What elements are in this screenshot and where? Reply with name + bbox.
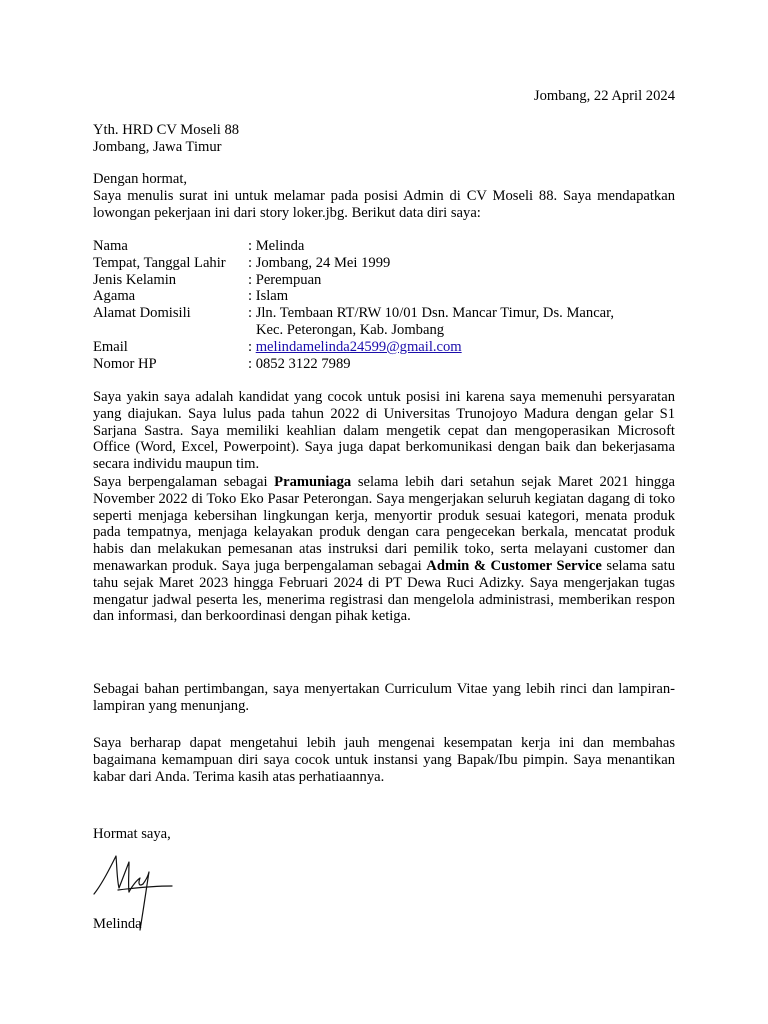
attachment-paragraph: Sebagai bahan pertimbangan, saya menyertakan Curriculum Vitae yang lebih rinci dan lampiran-lampiran yang menunjang. [93,681,675,714]
field-value-email [248,339,675,356]
field-label-religion: Agama [93,288,136,305]
experience-text-2: selama lebih dari setahun sejak Maret 2021 hingga November 2022 di Toko Eko Pasar Peterongan. Saya mengerjakan seluruh kegiatan dagang di toko seperti menjaga kebersihan lingkungan kerja, menyortir produk sesuai kategori, menata produk pada tempatnya, menjaga kelayakan produk dengan cara pengecekan berkala, mencatat produk habis dan melakukan pemesanan atas instruksi dari pemilik toko, serta melayani customer dan menawarkan produk. Saya juga berpengalaman sebagai [93,474,675,574]
experience-text-3: selama satu tahu sejak Maret 2023 hingga Februari 2024 di PT Dewa Ruci Adizky. Saya mengerjakan tugas mengatur jadwal peserta les, menerima registrasi dan mengelola administrasi, memberikan respon dan informasi, dan berkoordinasi dengan pihak ketiga. [93,557,675,625]
attachment-paragraph-block [93,681,675,715]
field-row-birth [93,255,675,272]
field-row-phone [93,356,675,373]
address-line-2: Kec. Peterongan, Kab. Jombang [256,321,445,338]
recipient-block [93,122,675,156]
address-line-1: : Jln. Tembaan RT/RW 10/01 Dsn. Mancar Timur, Ds. Mancar, [248,305,615,322]
intro-paragraph: Saya menulis surat ini untuk melamar pada posisi Admin di CV Moseli 88. Saya mendapatkan lowongan pekerjaan ini dari story loker.jbg. Berikut data diri saya: [93,187,675,221]
opening-block [93,171,675,221]
email-link[interactable]: melindamelinda24599@gmail.com [255,338,462,355]
experience-paragraph-block [93,474,675,625]
field-value-religion: : Islam [248,288,289,305]
field-row-email [93,339,675,356]
experience-paragraph [93,474,675,625]
closing-paragraph-block [93,735,675,785]
field-row-name [93,238,675,255]
field-value-gender: : Perempuan [248,271,322,288]
personal-data-list [93,238,675,372]
job-title-admin: Admin & Customer Service [426,557,602,574]
closing-paragraph: Saya berharap dapat mengetahui lebih jauh mengenai kesempatan kerja ini dan membahas bagaimana kemampuan diri saya cocok untuk instansi yang Bapak/Ibu pimpin. Saya menantikan kabar dari Anda. Terima kasih atas perhatiaannya. [93,735,675,785]
greeting: Dengan hormat, [93,171,188,187]
field-value-address [248,305,675,339]
field-row-religion [93,288,675,305]
recipient-line-1: Yth. HRD CV Moseli 88 [93,122,240,138]
recipient-line-2: Jombang, Jawa Timur [93,138,222,155]
letter-date: Jombang, 22 April 2024 [533,88,675,104]
job-title-pramuniaga: Pramuniaga [274,474,352,490]
sender-name: Melinda [93,916,142,932]
qualification-paragraph-block [93,389,675,473]
email-colon: : [248,338,256,355]
field-label-name: Nama [93,238,128,254]
experience-text-1: Saya berpengalaman sebagai [93,474,275,490]
field-value-birth: : Jombang, 24 Mei 1999 [248,254,391,271]
field-label-address: Alamat Domisili [93,305,191,322]
field-label-email: Email [93,338,128,355]
closing-salutation: Hormat saya, [93,826,171,842]
field-label-birth: Tempat, Tanggal Lahir [93,254,226,271]
field-value-phone: : 0852 3122 7989 [248,355,351,372]
field-row-address [93,305,675,339]
field-row-gender [93,272,675,289]
field-value-name: : Melinda [248,238,305,254]
qualification-paragraph: Saya yakin saya adalah kandidat yang cocok untuk posisi ini karena saya memenuhi persyaratan yang diajukan. Saya lulus pada tahun 2022 di Universitas Trunojoyo Madura dengan gelar S1 Sarjana Sastra. Saya memiliki keahlian dalam mengetik cepat dan mengoperasikan Microsoft Office (Word, Excel, Powerpoint). Saya juga dapat berkomunikasi dengan baik dan bekerjasama secara individu maupun tim. [93,389,675,473]
field-label-gender: Jenis Kelamin [93,271,177,288]
field-label-phone: Nomor HP [93,355,157,372]
